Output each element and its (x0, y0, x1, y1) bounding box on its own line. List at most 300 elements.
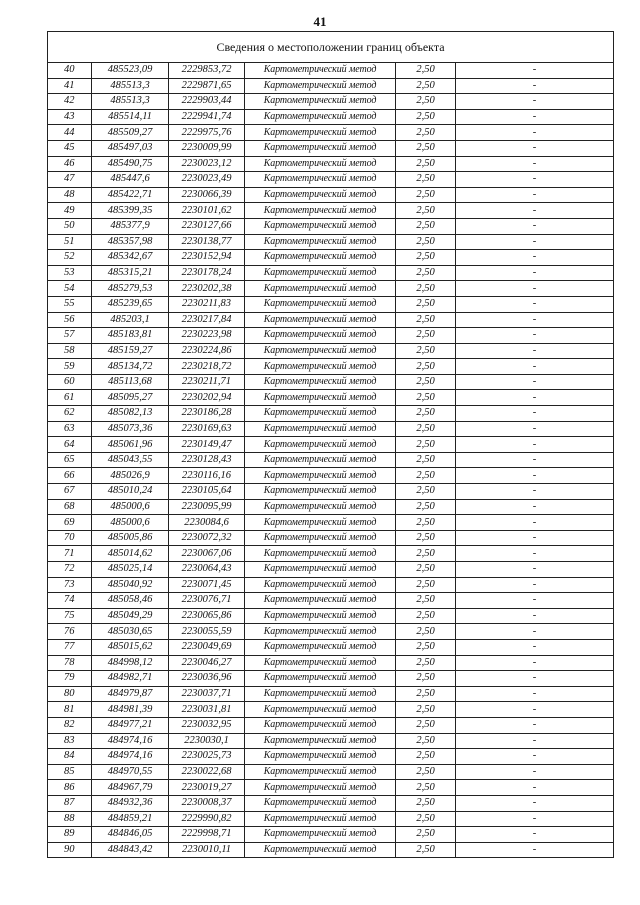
method-cell: Картометрический метод (245, 593, 396, 609)
table-row (48, 437, 614, 453)
y-coordinate-cell: 2230065,86 (169, 608, 245, 624)
boundary-coordinates-table (47, 31, 614, 858)
table-row (48, 63, 614, 79)
accuracy-cell: 2,50 (396, 421, 456, 437)
x-coordinate-cell: 484846,05 (92, 827, 169, 843)
x-coordinate-cell: 485015,62 (92, 639, 169, 655)
point-number-cell: 70 (48, 530, 92, 546)
method-cell: Картометрический метод (245, 499, 396, 515)
y-coordinate-cell: 2229975,76 (169, 125, 245, 141)
x-coordinate-cell: 485061,96 (92, 437, 169, 453)
method-cell: Картометрический метод (245, 686, 396, 702)
accuracy-cell: 2,50 (396, 218, 456, 234)
y-coordinate-cell: 2230046,27 (169, 655, 245, 671)
point-number-cell: 51 (48, 234, 92, 250)
table-row (48, 328, 614, 344)
point-number-cell: 46 (48, 156, 92, 172)
note-cell: - (456, 608, 614, 624)
table-row (48, 78, 614, 94)
point-number-cell: 71 (48, 546, 92, 562)
y-coordinate-cell: 2230186,28 (169, 406, 245, 422)
method-cell: Картометрический метод (245, 780, 396, 796)
accuracy-cell: 2,50 (396, 250, 456, 266)
point-number-cell: 58 (48, 343, 92, 359)
accuracy-cell: 2,50 (396, 312, 456, 328)
table-row (48, 795, 614, 811)
y-coordinate-cell: 2230105,64 (169, 484, 245, 500)
note-cell: - (456, 671, 614, 687)
y-coordinate-cell: 2230138,77 (169, 234, 245, 250)
point-number-cell: 77 (48, 639, 92, 655)
accuracy-cell: 2,50 (396, 281, 456, 297)
table-row (48, 125, 614, 141)
x-coordinate-cell: 485239,65 (92, 296, 169, 312)
accuracy-cell: 2,50 (396, 624, 456, 640)
point-number-cell: 67 (48, 484, 92, 500)
table-row (48, 733, 614, 749)
note-cell: - (456, 328, 614, 344)
x-coordinate-cell: 485026,9 (92, 468, 169, 484)
method-cell: Картометрический метод (245, 281, 396, 297)
x-coordinate-cell: 485513,3 (92, 78, 169, 94)
accuracy-cell: 2,50 (396, 608, 456, 624)
accuracy-cell: 2,50 (396, 484, 456, 500)
y-coordinate-cell: 2230223,98 (169, 328, 245, 344)
accuracy-cell: 2,50 (396, 811, 456, 827)
x-coordinate-cell: 485058,46 (92, 593, 169, 609)
y-coordinate-cell: 2230030,1 (169, 733, 245, 749)
point-number-cell: 53 (48, 265, 92, 281)
note-cell: - (456, 530, 614, 546)
point-number-cell: 59 (48, 359, 92, 375)
method-cell: Картометрический метод (245, 312, 396, 328)
accuracy-cell: 2,50 (396, 172, 456, 188)
accuracy-cell: 2,50 (396, 109, 456, 125)
x-coordinate-cell: 485030,65 (92, 624, 169, 640)
y-coordinate-cell: 2230149,47 (169, 437, 245, 453)
method-cell: Картометрический метод (245, 94, 396, 110)
note-cell: - (456, 499, 614, 515)
table-row (48, 764, 614, 780)
x-coordinate-cell: 484967,79 (92, 780, 169, 796)
y-coordinate-cell: 2230025,73 (169, 749, 245, 765)
accuracy-cell: 2,50 (396, 78, 456, 94)
point-number-cell: 73 (48, 577, 92, 593)
accuracy-cell: 2,50 (396, 546, 456, 562)
y-coordinate-cell: 2230023,49 (169, 172, 245, 188)
method-cell: Картометрический метод (245, 78, 396, 94)
table-row (48, 109, 614, 125)
x-coordinate-cell: 485514,11 (92, 109, 169, 125)
note-cell: - (456, 312, 614, 328)
method-cell: Картометрический метод (245, 702, 396, 718)
accuracy-cell: 2,50 (396, 827, 456, 843)
note-cell: - (456, 390, 614, 406)
note-cell: - (456, 484, 614, 500)
note-cell: - (456, 140, 614, 156)
table-row (48, 265, 614, 281)
y-coordinate-cell: 2229990,82 (169, 811, 245, 827)
method-cell: Картометрический метод (245, 562, 396, 578)
y-coordinate-cell: 2229941,74 (169, 109, 245, 125)
accuracy-cell: 2,50 (396, 265, 456, 281)
note-cell: - (456, 234, 614, 250)
point-number-cell: 43 (48, 109, 92, 125)
table-row (48, 203, 614, 219)
x-coordinate-cell: 485203,1 (92, 312, 169, 328)
y-coordinate-cell: 2230031,81 (169, 702, 245, 718)
x-coordinate-cell: 485342,67 (92, 250, 169, 266)
x-coordinate-cell: 485000,6 (92, 515, 169, 531)
table-row (48, 577, 614, 593)
table-row (48, 749, 614, 765)
point-number-cell: 61 (48, 390, 92, 406)
y-coordinate-cell: 2230023,12 (169, 156, 245, 172)
y-coordinate-cell: 2230202,94 (169, 390, 245, 406)
point-number-cell: 90 (48, 842, 92, 858)
method-cell: Картометрический метод (245, 63, 396, 79)
accuracy-cell: 2,50 (396, 359, 456, 375)
accuracy-cell: 2,50 (396, 390, 456, 406)
point-number-cell: 69 (48, 515, 92, 531)
accuracy-cell: 2,50 (396, 515, 456, 531)
table-row (48, 499, 614, 515)
note-cell: - (456, 655, 614, 671)
accuracy-cell: 2,50 (396, 437, 456, 453)
note-cell: - (456, 827, 614, 843)
note-cell: - (456, 639, 614, 655)
note-cell: - (456, 593, 614, 609)
table-row (48, 842, 614, 858)
note-cell: - (456, 733, 614, 749)
y-coordinate-cell: 2230019,27 (169, 780, 245, 796)
y-coordinate-cell: 2230127,66 (169, 218, 245, 234)
method-cell: Картометрический метод (245, 484, 396, 500)
note-cell: - (456, 125, 614, 141)
table-row (48, 343, 614, 359)
method-cell: Картометрический метод (245, 156, 396, 172)
point-number-cell: 48 (48, 187, 92, 203)
accuracy-cell: 2,50 (396, 717, 456, 733)
table-row (48, 406, 614, 422)
y-coordinate-cell: 2230101,62 (169, 203, 245, 219)
note-cell: - (456, 795, 614, 811)
note-cell: - (456, 281, 614, 297)
accuracy-cell: 2,50 (396, 203, 456, 219)
method-cell: Картометрический метод (245, 374, 396, 390)
y-coordinate-cell: 2230066,39 (169, 187, 245, 203)
y-coordinate-cell: 2230076,71 (169, 593, 245, 609)
y-coordinate-cell: 2230224,86 (169, 343, 245, 359)
y-coordinate-cell: 2229998,71 (169, 827, 245, 843)
method-cell: Картометрический метод (245, 437, 396, 453)
method-cell: Картометрический метод (245, 795, 396, 811)
y-coordinate-cell: 2229903,44 (169, 94, 245, 110)
note-cell: - (456, 421, 614, 437)
note-cell: - (456, 109, 614, 125)
y-coordinate-cell: 2230032,95 (169, 717, 245, 733)
method-cell: Картометрический метод (245, 717, 396, 733)
note-cell: - (456, 702, 614, 718)
x-coordinate-cell: 484974,16 (92, 749, 169, 765)
note-cell: - (456, 406, 614, 422)
point-number-cell: 64 (48, 437, 92, 453)
table-row (48, 530, 614, 546)
y-coordinate-cell: 2230008,37 (169, 795, 245, 811)
x-coordinate-cell: 485082,13 (92, 406, 169, 422)
point-number-cell: 89 (48, 827, 92, 843)
point-number-cell: 63 (48, 421, 92, 437)
note-cell: - (456, 780, 614, 796)
method-cell: Картометрический метод (245, 140, 396, 156)
note-cell: - (456, 374, 614, 390)
accuracy-cell: 2,50 (396, 749, 456, 765)
table-row (48, 608, 614, 624)
method-cell: Картометрический метод (245, 764, 396, 780)
x-coordinate-cell: 485513,3 (92, 94, 169, 110)
point-number-cell: 83 (48, 733, 92, 749)
accuracy-cell: 2,50 (396, 343, 456, 359)
accuracy-cell: 2,50 (396, 140, 456, 156)
y-coordinate-cell: 2230202,38 (169, 281, 245, 297)
note-cell: - (456, 265, 614, 281)
note-cell: - (456, 94, 614, 110)
point-number-cell: 44 (48, 125, 92, 141)
x-coordinate-cell: 484979,87 (92, 686, 169, 702)
point-number-cell: 74 (48, 593, 92, 609)
table-row (48, 468, 614, 484)
table-row (48, 359, 614, 375)
x-coordinate-cell: 485134,72 (92, 359, 169, 375)
point-number-cell: 50 (48, 218, 92, 234)
method-cell: Картометрический метод (245, 421, 396, 437)
x-coordinate-cell: 484970,55 (92, 764, 169, 780)
method-cell: Картометрический метод (245, 827, 396, 843)
accuracy-cell: 2,50 (396, 530, 456, 546)
table-row (48, 639, 614, 655)
note-cell: - (456, 172, 614, 188)
note-cell: - (456, 624, 614, 640)
x-coordinate-cell: 485025,14 (92, 562, 169, 578)
y-coordinate-cell: 2230211,83 (169, 296, 245, 312)
note-cell: - (456, 842, 614, 858)
point-number-cell: 85 (48, 764, 92, 780)
y-coordinate-cell: 2230037,71 (169, 686, 245, 702)
accuracy-cell: 2,50 (396, 702, 456, 718)
accuracy-cell: 2,50 (396, 593, 456, 609)
y-coordinate-cell: 2230084,6 (169, 515, 245, 531)
note-cell: - (456, 78, 614, 94)
point-number-cell: 41 (48, 78, 92, 94)
accuracy-cell: 2,50 (396, 842, 456, 858)
y-coordinate-cell: 2230072,32 (169, 530, 245, 546)
accuracy-cell: 2,50 (396, 125, 456, 141)
y-coordinate-cell: 2230010,11 (169, 842, 245, 858)
point-number-cell: 40 (48, 63, 92, 79)
x-coordinate-cell: 485490,75 (92, 156, 169, 172)
y-coordinate-cell: 2230067,06 (169, 546, 245, 562)
point-number-cell: 68 (48, 499, 92, 515)
x-coordinate-cell: 485497,03 (92, 140, 169, 156)
x-coordinate-cell: 484859,21 (92, 811, 169, 827)
accuracy-cell: 2,50 (396, 655, 456, 671)
table-row (48, 827, 614, 843)
accuracy-cell: 2,50 (396, 780, 456, 796)
method-cell: Картометрический метод (245, 343, 396, 359)
point-number-cell: 80 (48, 686, 92, 702)
method-cell: Картометрический метод (245, 468, 396, 484)
x-coordinate-cell: 484982,71 (92, 671, 169, 687)
y-coordinate-cell: 2230218,72 (169, 359, 245, 375)
point-number-cell: 79 (48, 671, 92, 687)
table-row (48, 390, 614, 406)
accuracy-cell: 2,50 (396, 63, 456, 79)
y-coordinate-cell: 2230049,69 (169, 639, 245, 655)
note-cell: - (456, 452, 614, 468)
accuracy-cell: 2,50 (396, 468, 456, 484)
y-coordinate-cell: 2230064,43 (169, 562, 245, 578)
x-coordinate-cell: 485000,6 (92, 499, 169, 515)
accuracy-cell: 2,50 (396, 234, 456, 250)
table-body (48, 32, 614, 858)
table-row (48, 374, 614, 390)
x-coordinate-cell: 484932,36 (92, 795, 169, 811)
accuracy-cell: 2,50 (396, 733, 456, 749)
y-coordinate-cell: 2230009,99 (169, 140, 245, 156)
note-cell: - (456, 203, 614, 219)
note-cell: - (456, 296, 614, 312)
point-number-cell: 52 (48, 250, 92, 266)
table-row (48, 686, 614, 702)
table-row (48, 562, 614, 578)
y-coordinate-cell: 2230055,59 (169, 624, 245, 640)
accuracy-cell: 2,50 (396, 795, 456, 811)
method-cell: Картометрический метод (245, 546, 396, 562)
x-coordinate-cell: 484843,42 (92, 842, 169, 858)
accuracy-cell: 2,50 (396, 374, 456, 390)
note-cell: - (456, 717, 614, 733)
table-row (48, 655, 614, 671)
point-number-cell: 45 (48, 140, 92, 156)
method-cell: Картометрический метод (245, 218, 396, 234)
point-number-cell: 88 (48, 811, 92, 827)
note-cell: - (456, 686, 614, 702)
method-cell: Картометрический метод (245, 203, 396, 219)
table-row (48, 250, 614, 266)
accuracy-cell: 2,50 (396, 671, 456, 687)
point-number-cell: 82 (48, 717, 92, 733)
x-coordinate-cell: 484998,12 (92, 655, 169, 671)
table-row (48, 156, 614, 172)
note-cell: - (456, 562, 614, 578)
y-coordinate-cell: 2229853,72 (169, 63, 245, 79)
method-cell: Картометрический метод (245, 234, 396, 250)
method-cell: Картометрический метод (245, 624, 396, 640)
page-number: 41 (313, 14, 327, 29)
y-coordinate-cell: 2230095,99 (169, 499, 245, 515)
method-cell: Картометрический метод (245, 187, 396, 203)
y-coordinate-cell: 2230211,71 (169, 374, 245, 390)
y-coordinate-cell: 2230036,96 (169, 671, 245, 687)
table-row (48, 671, 614, 687)
note-cell: - (456, 546, 614, 562)
point-number-cell: 78 (48, 655, 92, 671)
point-number-cell: 47 (48, 172, 92, 188)
note-cell: - (456, 764, 614, 780)
x-coordinate-cell: 485357,98 (92, 234, 169, 250)
method-cell: Картометрический метод (245, 359, 396, 375)
point-number-cell: 72 (48, 562, 92, 578)
method-cell: Картометрический метод (245, 406, 396, 422)
note-cell: - (456, 468, 614, 484)
x-coordinate-cell: 485073,36 (92, 421, 169, 437)
accuracy-cell: 2,50 (396, 328, 456, 344)
x-coordinate-cell: 485422,71 (92, 187, 169, 203)
method-cell: Картометрический метод (245, 671, 396, 687)
point-number-cell: 87 (48, 795, 92, 811)
note-cell: - (456, 577, 614, 593)
method-cell: Картометрический метод (245, 265, 396, 281)
y-coordinate-cell: 2230128,43 (169, 452, 245, 468)
accuracy-cell: 2,50 (396, 686, 456, 702)
point-number-cell: 84 (48, 749, 92, 765)
table-row (48, 484, 614, 500)
method-cell: Картометрический метод (245, 296, 396, 312)
table-row (48, 421, 614, 437)
x-coordinate-cell: 485447,6 (92, 172, 169, 188)
point-number-cell: 54 (48, 281, 92, 297)
accuracy-cell: 2,50 (396, 187, 456, 203)
note-cell: - (456, 187, 614, 203)
note-cell: - (456, 63, 614, 79)
x-coordinate-cell: 484977,21 (92, 717, 169, 733)
note-cell: - (456, 749, 614, 765)
y-coordinate-cell: 2230022,68 (169, 764, 245, 780)
table-row (48, 702, 614, 718)
x-coordinate-cell: 485043,55 (92, 452, 169, 468)
point-number-cell: 65 (48, 452, 92, 468)
accuracy-cell: 2,50 (396, 156, 456, 172)
x-coordinate-cell: 485183,81 (92, 328, 169, 344)
x-coordinate-cell: 485049,29 (92, 608, 169, 624)
x-coordinate-cell: 485010,24 (92, 484, 169, 500)
point-number-cell: 56 (48, 312, 92, 328)
point-number-cell: 55 (48, 296, 92, 312)
table-row (48, 172, 614, 188)
table-row (48, 312, 614, 328)
y-coordinate-cell: 2230152,94 (169, 250, 245, 266)
method-cell: Картометрический метод (245, 749, 396, 765)
table-title-row (48, 32, 614, 63)
method-cell: Картометрический метод (245, 655, 396, 671)
table-row (48, 780, 614, 796)
point-number-cell: 66 (48, 468, 92, 484)
note-cell: - (456, 811, 614, 827)
accuracy-cell: 2,50 (396, 562, 456, 578)
point-number-cell: 75 (48, 608, 92, 624)
accuracy-cell: 2,50 (396, 577, 456, 593)
y-coordinate-cell: 2229871,65 (169, 78, 245, 94)
x-coordinate-cell: 485014,62 (92, 546, 169, 562)
point-number-cell: 81 (48, 702, 92, 718)
table-row (48, 546, 614, 562)
table-row (48, 624, 614, 640)
note-cell: - (456, 250, 614, 266)
x-coordinate-cell: 485315,21 (92, 265, 169, 281)
table-row (48, 140, 614, 156)
method-cell: Картометрический метод (245, 842, 396, 858)
method-cell: Картометрический метод (245, 125, 396, 141)
